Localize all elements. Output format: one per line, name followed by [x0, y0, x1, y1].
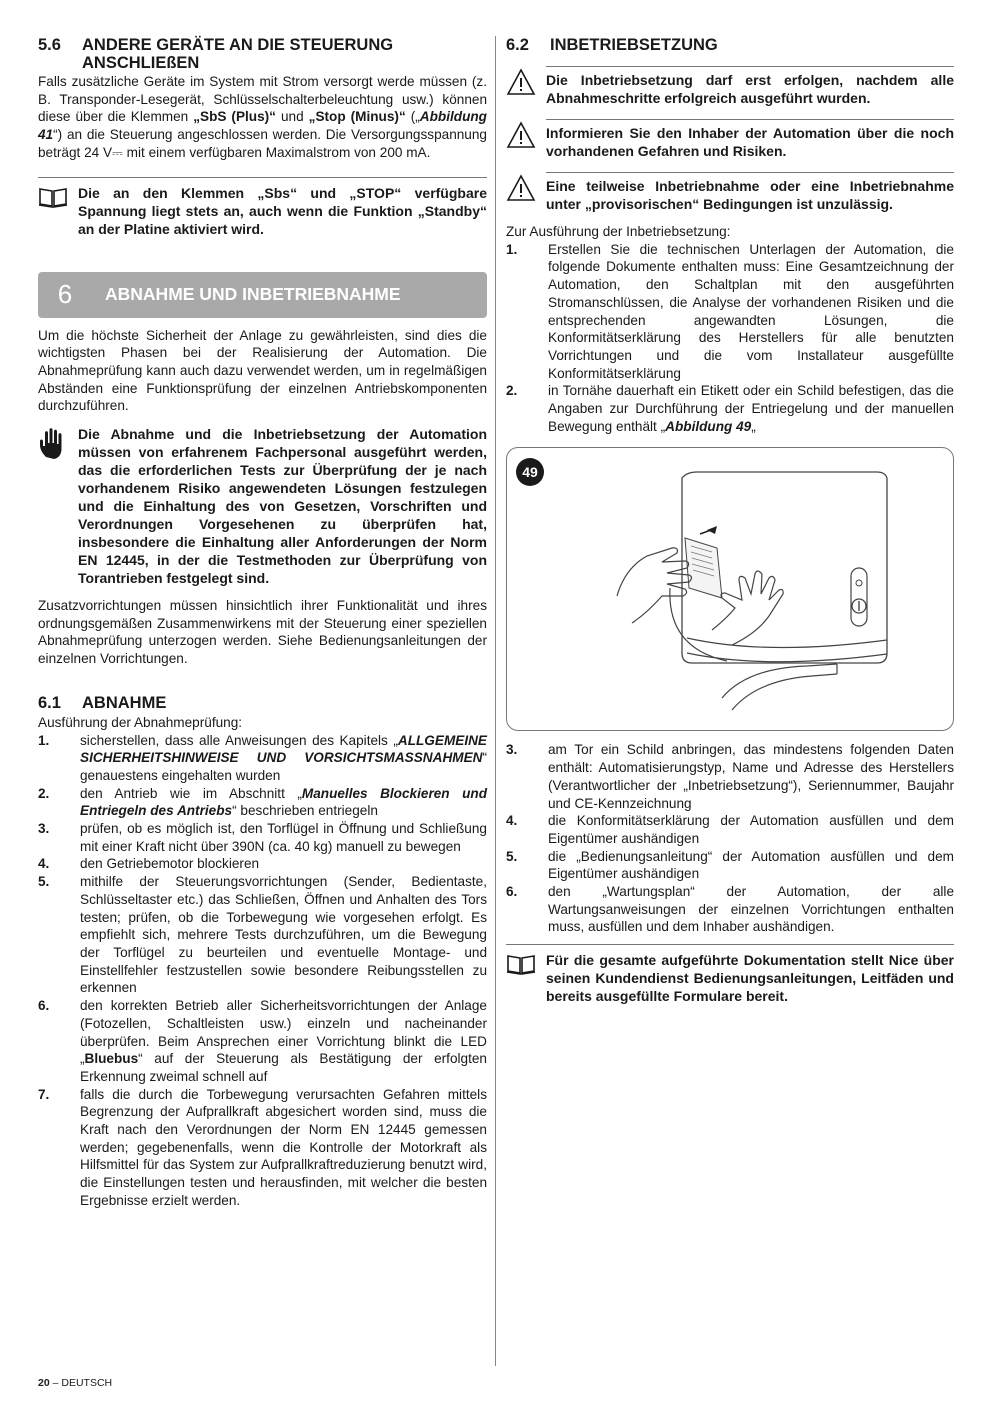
warning-note — [38, 425, 487, 587]
chapter-title: ABNAHME UND INBETRIEBNAHME — [105, 284, 401, 305]
warning-text: Die Inbetriebsetzung darf erst erfolgen, nachdem alle Abnahmeschritte erfolgreich ausgeführt wurden. — [546, 66, 954, 107]
book-icon — [38, 184, 78, 238]
item-number: 1. — [506, 241, 518, 257]
text: Falls zusätzliche Geräte im System mit Strom versorgt werde müssen (z. B. Transponder-Lesegerät, Schlüsselschalterbeleuchtung usw.) können diese über die Klemmen — [38, 74, 487, 125]
item-number: 4. — [506, 813, 518, 829]
text: “ genauestens eingehalten wurden — [80, 750, 487, 783]
list-item — [38, 873, 487, 997]
item-number: 4. — [38, 856, 50, 872]
section-5-6-paragraph — [38, 73, 487, 162]
terminal-sbs: „SbS (Plus)“ — [193, 109, 276, 125]
list-item — [38, 785, 487, 820]
chapter-number: 6 — [57, 279, 73, 310]
item-number: 6. — [506, 884, 518, 900]
list-item — [506, 883, 954, 936]
list-item — [506, 812, 954, 847]
warning-triangle-icon — [506, 172, 546, 213]
figure-reference: Abbildung 41 — [38, 109, 487, 143]
right-column — [506, 36, 954, 1005]
section-number: 6.1 — [38, 693, 61, 712]
item-number: 1. — [38, 732, 50, 748]
text: sicherstellen, dass alle Anweisungen des Kapitels „ — [80, 732, 398, 748]
item-text: den Getriebemotor blockieren — [80, 856, 260, 872]
warning-note — [506, 119, 954, 160]
commissioning-steps-list — [506, 241, 954, 436]
text: “ beschrieben entriegeln — [232, 803, 378, 819]
left-column — [38, 36, 487, 1210]
text: in Tornähe dauerhaft ein Etikett oder ein Schild befestigen, das die Angaben zur Durchführung der Entriegelung und der manuellen Bewegung enthält „ — [548, 383, 954, 434]
hand-stop-icon — [38, 425, 78, 587]
column-divider — [495, 36, 496, 1366]
list-item — [38, 1086, 487, 1210]
list-item — [506, 848, 954, 883]
list-lead: Zur Ausführung der Inbetriebsetzung: — [506, 224, 731, 239]
item-number: 7. — [38, 1086, 50, 1102]
page-number: 20 — [38, 1377, 50, 1389]
section-6-1-heading — [38, 694, 487, 712]
note-text: Die an den Klemmen „Sbs“ und „STOP“ verfügbare Spannung liegt stets an, auch wenn die Funktion „Standby“ an der Platine aktiviert wird. — [78, 184, 487, 237]
text: „ — [751, 418, 756, 434]
led-name: Bluebus — [84, 1051, 139, 1067]
item-text: prüfen, ob es möglich ist, den Torflügel in Öffnung und Schließung mit einer Kraft nicht über 390N (ca. 40 kg) manuell zu bewegen — [80, 821, 487, 854]
info-note — [38, 177, 487, 238]
section-title: INBETRIEBSETZUNG — [550, 36, 718, 54]
list-lead: Ausführung der Abnahmeprüfung: — [38, 714, 243, 730]
item-text: mithilfe der Steuerungsvorrichtungen (Sender, Bedientaste, Schlüsseltaster etc.) das Schließen, Öffnen und Anhalten des Tors testen; prüfen, ob die Torbewegung wie vorgesehen erfolgt. Es empfiehlt sich, mehrere Tests durchzuführen, um die Bewegung der Torflügel zu beurteilen und eventuelle Montage- und Einstellfehler festzustellen sowie besondere Reibungsstellen zu erkennen — [80, 874, 487, 996]
item-text: den „Wartungsplan“ der Automation, der alle Wartungsanweisungen der einzelnen Vorrichtungen enthalten muss, ausfüllen und dem Inhaber aushändigen. — [548, 884, 954, 935]
item-number: 2. — [38, 785, 50, 801]
book-icon — [506, 951, 546, 1005]
text: und — [275, 109, 309, 125]
commissioning-steps-list-continued — [506, 741, 954, 936]
list-item — [38, 820, 487, 855]
figure-illustration — [507, 448, 954, 730]
section-reference: Manuelles Blockieren und Entriegeln des Antriebs — [80, 785, 487, 819]
section-title: ANDERE GERÄTE AN DIE STEUERUNG ANSCHLIEßEN — [82, 36, 394, 72]
warning-triangle-icon — [506, 66, 546, 107]
info-note — [506, 944, 954, 1005]
warning-text: Informieren Sie den Inhaber der Automation über die noch vorhandenen Gefahren und Risiken. — [546, 119, 954, 160]
section-5-6-heading — [38, 36, 487, 72]
warning-text: Eine teilweise Inbetriebnahme oder eine Inbetriebnahme unter „provisorischen“ Bedingungen ist unzulässig. — [546, 172, 954, 213]
figure-49 — [506, 447, 954, 731]
item-text: Erstellen Sie die technischen Unterlagen der Automation, die folgende Dokumente enthalten muss: Eine Gesamtzeichnung der Automation, den Schaltplan mit den ausgeführten Stromanschlüssen, die Analyse der vorhandenen Risiken und die entsprechenden angewandten Lösungen, die Konformitätserklärung des Herstellers für alle benutzten Vorrichtungen und die vom Installateur ausgefüllte Konformitätserklärung — [548, 241, 954, 381]
section-6-2-heading — [506, 36, 954, 54]
acceptance-steps-list — [38, 732, 487, 1210]
item-number: 3. — [38, 821, 50, 837]
item-number: 5. — [506, 848, 518, 864]
list-item — [38, 997, 487, 1086]
footer-language: – DEUTSCH — [49, 1377, 113, 1389]
item-number: 3. — [506, 742, 518, 758]
text: den korrekten Betrieb aller Sicherheitsvorrichtungen der Anlage (Fotozellen, Schaltleisten usw.) einzeln und nacheinander überprüfen. Beim Ansprechen einer Vorrichtung blinkt die LED „ — [80, 998, 487, 1067]
item-text: die „Bedienungsanleitung“ der Automation ausfüllen und dem Eigentümer aushändigen — [548, 848, 954, 882]
warning-text: Die Abnahme und die Inbetriebsetzung der Automation müssen von erfahrenem Fachpersonal ausgeführt werden, das die erforderlichen Tests zur Überprüfung der je nach vorhandenem Risiko angewendeten Lösungen festzulegen und die Einhaltung des von Gesetzen, Vorschriften und Verordnungen Vorgesehenen zu überprüfen hat, insbesondere die Einhaltung aller Anforderungen der Norm EN 12445, in der die Testmethoden zur Überprüfung von Torantrieben festgelegt sind. — [78, 426, 487, 587]
item-text: die Konformitätserklärung der Automation ausfüllen und dem Eigentümer aushändigen — [548, 813, 954, 846]
item-number: 5. — [38, 874, 50, 890]
chapter-6-header — [38, 272, 487, 318]
paragraph: Zusatzvorrichtungen müssen hinsichtlich ihrer Funktionalität und ihres ordnungsgemäßen Zusammenwirkens mit der Steuerung einer speziellen Abnahmeprüfung unterzogen werden. Siehe Bedienungsanleitungen der einzelnen Vorrichtungen. — [38, 598, 487, 667]
warning-triangle-icon — [506, 119, 546, 160]
item-text: am Tor ein Schild anbringen, das mindestens folgenden Daten enthält: Automatisierungstyp, Name und Adresse des Herstellers (Verantwortlicher der „Inbetriebsetzung“), Seriennummer, Baujahr und CE-Kennzeichnung — [548, 742, 954, 811]
section-number: 5.6 — [38, 36, 61, 54]
text: “) an die Steuerung angeschlossen werden. Die Versorgungsspannung beträgt 24 V⎓ mit einem verfügbaren Maximalstrom von 200 mA. — [38, 127, 487, 160]
item-text: falls die durch die Torbewegung verursachten Gefahren mittels Begrenzung der Aufprallkraft abgesichert worden sind, muss die Kraft nach den Verordnungen der Norm EN 12445 gemessen werden; gegebenenfalls, wenn die Kontrolle der Motorkraft als Hilfsmittel für das System zur Aufprallkraftreduzierung benutzt wird, die Einstellungen testen und herausfinden, mit welcher die besten Ergebnisse erzielt werden. — [80, 1086, 487, 1208]
item-number: 6. — [38, 998, 50, 1014]
chapter-intro: Um die höchste Sicherheit der Anlage zu gewährleisten, sind dies die wichtigsten Phasen bei der Realisierung der Automation. Die Abnahmeprüfung kann auch dazu verwendet werden, um in regelmäßigen Abständen eine Funktionsprüfung der einzelnen Antriebskomponenten durchzuführen. — [38, 327, 487, 414]
figure-reference: Abbildung 49 — [665, 418, 752, 434]
warning-note — [506, 66, 954, 107]
note-text: Für die gesamte aufgeführte Dokumentation stellt Nice über seinen Kundendienst Bedienungsanleitungen, Leitfäden und bereits ausgefüllte Formulare bereit. — [546, 952, 954, 1005]
list-item — [38, 855, 487, 873]
text: („ — [405, 109, 420, 125]
figure-number-badge: 49 — [516, 458, 544, 486]
warning-note — [506, 172, 954, 213]
section-title: ABNAHME — [82, 693, 167, 712]
list-item — [506, 382, 954, 435]
list-item — [506, 741, 954, 812]
chapter-reference: ALLGEMEINE SICHERHEITSHINWEISE UND VORSICHTSMASSNAHMEN — [80, 732, 487, 766]
list-item — [38, 732, 487, 785]
terminal-stop: „Stop (Minus)“ — [308, 109, 406, 125]
text: den Antrieb wie im Abschnitt „ — [80, 785, 302, 801]
item-number: 2. — [506, 383, 518, 399]
list-item — [506, 241, 954, 383]
page-footer — [38, 1377, 112, 1389]
text: “ auf der Steuerung als Bestätigung der erfolgten Erkennung zweimal schnell auf — [80, 1051, 487, 1084]
section-number: 6.2 — [506, 36, 529, 54]
